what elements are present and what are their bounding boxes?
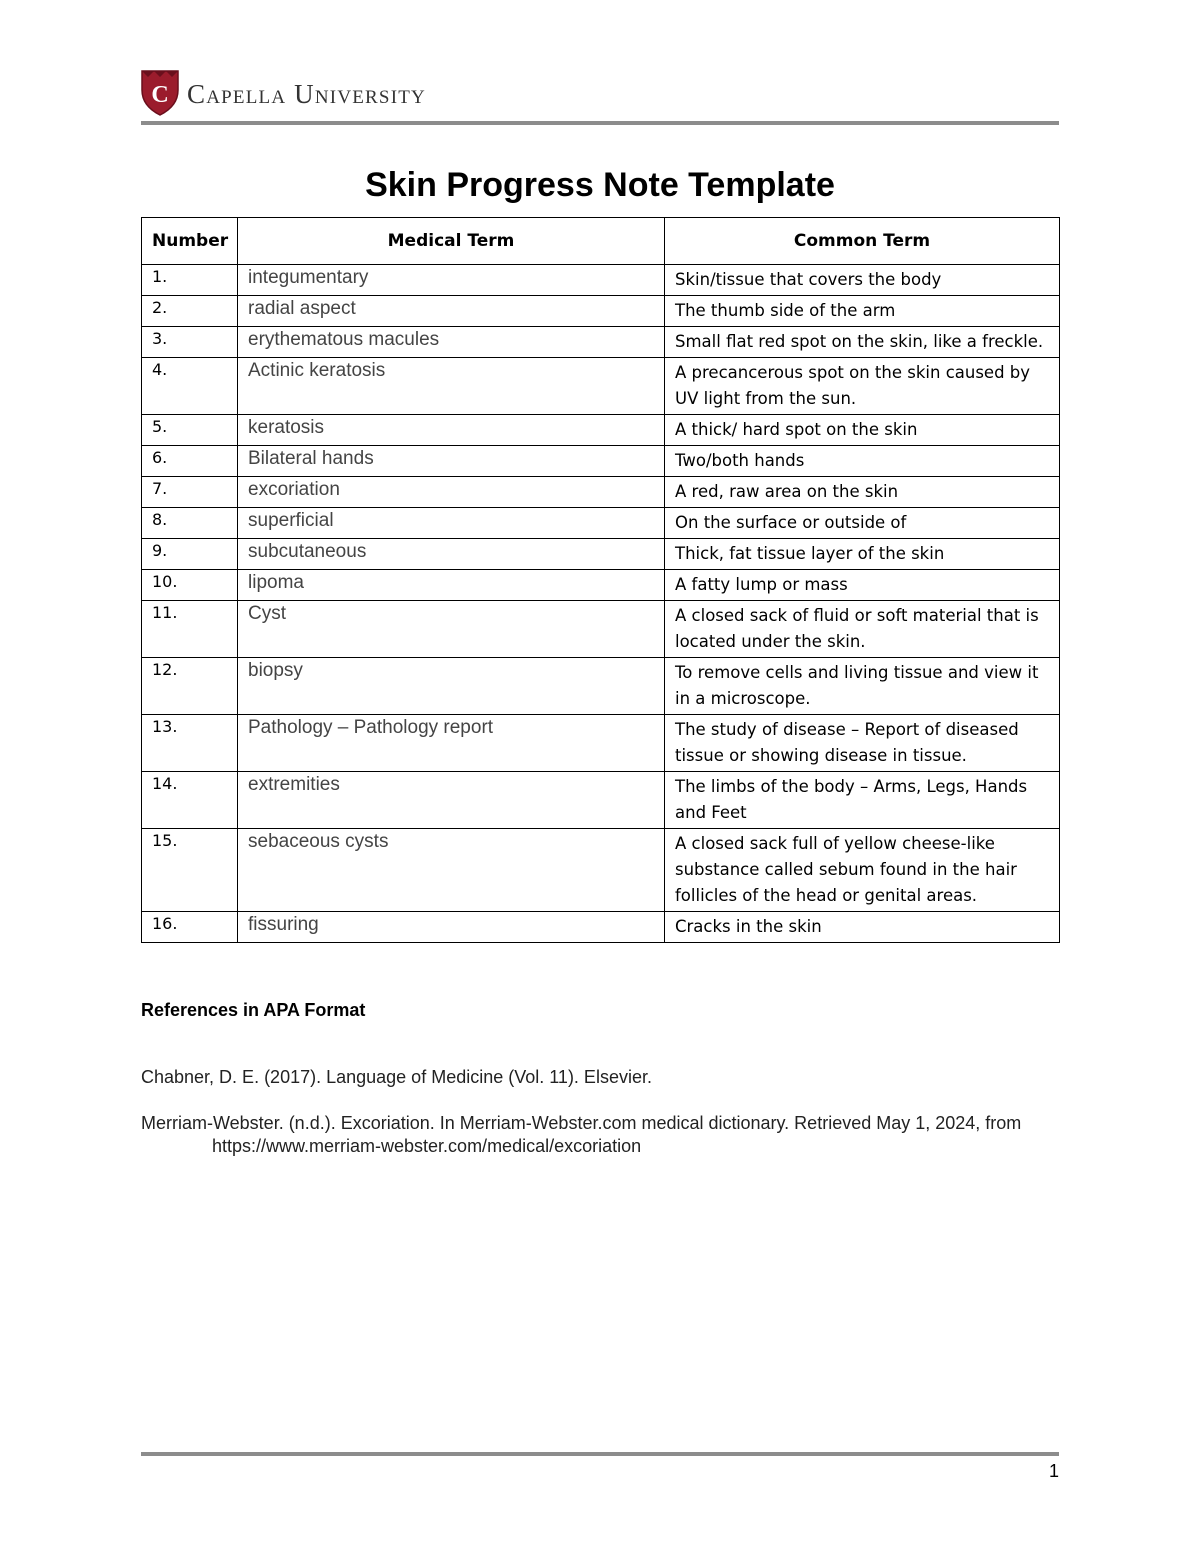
row-number: 5. — [142, 415, 238, 446]
table-row — [142, 601, 1060, 658]
table-row — [142, 508, 1060, 539]
common-term: A red, raw area on the skin — [665, 477, 1060, 508]
common-term: Two/both hands — [665, 446, 1060, 477]
common-term: A closed sack full of yellow cheese-like substance called sebum found in the hair follicles of the head or genital areas. — [665, 829, 1060, 912]
row-number: 12. — [142, 658, 238, 715]
table-row — [142, 477, 1060, 508]
table-row — [142, 296, 1060, 327]
table-row — [142, 415, 1060, 446]
table-row — [142, 327, 1060, 358]
medical-term: radial aspect — [238, 296, 665, 327]
table-row — [142, 446, 1060, 477]
reference-item: Chabner, D. E. (2017). Language of Medicine (Vol. 11). Elsevier. — [141, 1067, 652, 1087]
common-term: On the surface or outside of — [665, 508, 1060, 539]
row-number: 14. — [142, 772, 238, 829]
table-row — [142, 358, 1060, 415]
table-row — [142, 570, 1060, 601]
medical-term: Actinic keratosis — [238, 358, 665, 415]
university-name: Capella University — [187, 78, 426, 109]
medical-term: erythematous macules — [238, 327, 665, 358]
common-term: Skin/tissue that covers the body — [665, 265, 1060, 296]
common-term: Small flat red spot on the skin, like a freckle. — [665, 327, 1060, 358]
medical-term: Bilateral hands — [238, 446, 665, 477]
row-number: 10. — [142, 570, 238, 601]
column-header-medical-term: Medical Term — [238, 218, 665, 265]
page-header — [141, 68, 1059, 128]
medical-term: Cyst — [238, 601, 665, 658]
reference-item: Merriam-Webster. (n.d.). Excoriation. In Merriam-Webster.com medical dictionary. Retrieved May 1, 2024, from https://www.merriam-webster.com/medical/excoriation — [141, 1113, 1022, 1156]
table-row — [142, 539, 1060, 570]
table-row — [142, 772, 1060, 829]
table-row — [142, 658, 1060, 715]
medical-term: Pathology – Pathology report — [238, 715, 665, 772]
references-heading: References in APA Format — [141, 1000, 366, 1020]
common-term: The limbs of the body – Arms, Legs, Hands and Feet — [665, 772, 1060, 829]
medical-term: keratosis — [238, 415, 665, 446]
common-term: A thick/ hard spot on the skin — [665, 415, 1060, 446]
medical-term: excoriation — [238, 477, 665, 508]
row-number: 16. — [142, 912, 238, 943]
row-number: 6. — [142, 446, 238, 477]
row-number: 8. — [142, 508, 238, 539]
page-number: 1 — [1048, 1461, 1059, 1481]
common-term: A closed sack of fluid or soft material that is located under the skin. — [665, 601, 1060, 658]
header-divider — [141, 121, 1059, 125]
column-header-common-term: Common Term — [665, 218, 1060, 265]
medical-term: subcutaneous — [238, 539, 665, 570]
common-term: Cracks in the skin — [665, 912, 1060, 943]
table-row — [142, 715, 1060, 772]
row-number: 15. — [142, 829, 238, 912]
table-row — [142, 912, 1060, 943]
common-term: The study of disease – Report of diseased tissue or showing disease in tissue. — [665, 715, 1060, 772]
shield-icon — [141, 68, 179, 116]
row-number: 13. — [142, 715, 238, 772]
medical-term: superficial — [238, 508, 665, 539]
column-header-number: Number — [142, 218, 238, 265]
medical-term: sebaceous cysts — [238, 829, 665, 912]
row-number: 4. — [142, 358, 238, 415]
common-term: A precancerous spot on the skin caused by UV light from the sun. — [665, 358, 1060, 415]
medical-term: fissuring — [238, 912, 665, 943]
row-number: 7. — [142, 477, 238, 508]
row-number: 2. — [142, 296, 238, 327]
capella-logo — [141, 68, 426, 116]
row-number: 9. — [142, 539, 238, 570]
table-header-row — [142, 218, 1060, 265]
common-term: Thick, fat tissue layer of the skin — [665, 539, 1060, 570]
terms-table — [141, 217, 1060, 943]
medical-term: biopsy — [238, 658, 665, 715]
logo-letter: C — [151, 82, 169, 108]
row-number: 3. — [142, 327, 238, 358]
row-number: 11. — [142, 601, 238, 658]
footer-divider — [141, 1452, 1059, 1456]
common-term: To remove cells and living tissue and view it in a microscope. — [665, 658, 1060, 715]
page-title: Skin Progress Note Template — [365, 166, 835, 204]
medical-term: lipoma — [238, 570, 665, 601]
table-row — [142, 265, 1060, 296]
medical-term: integumentary — [238, 265, 665, 296]
common-term: The thumb side of the arm — [665, 296, 1060, 327]
common-term: A fatty lump or mass — [665, 570, 1060, 601]
table-row — [142, 829, 1060, 912]
row-number: 1. — [142, 265, 238, 296]
medical-term: extremities — [238, 772, 665, 829]
